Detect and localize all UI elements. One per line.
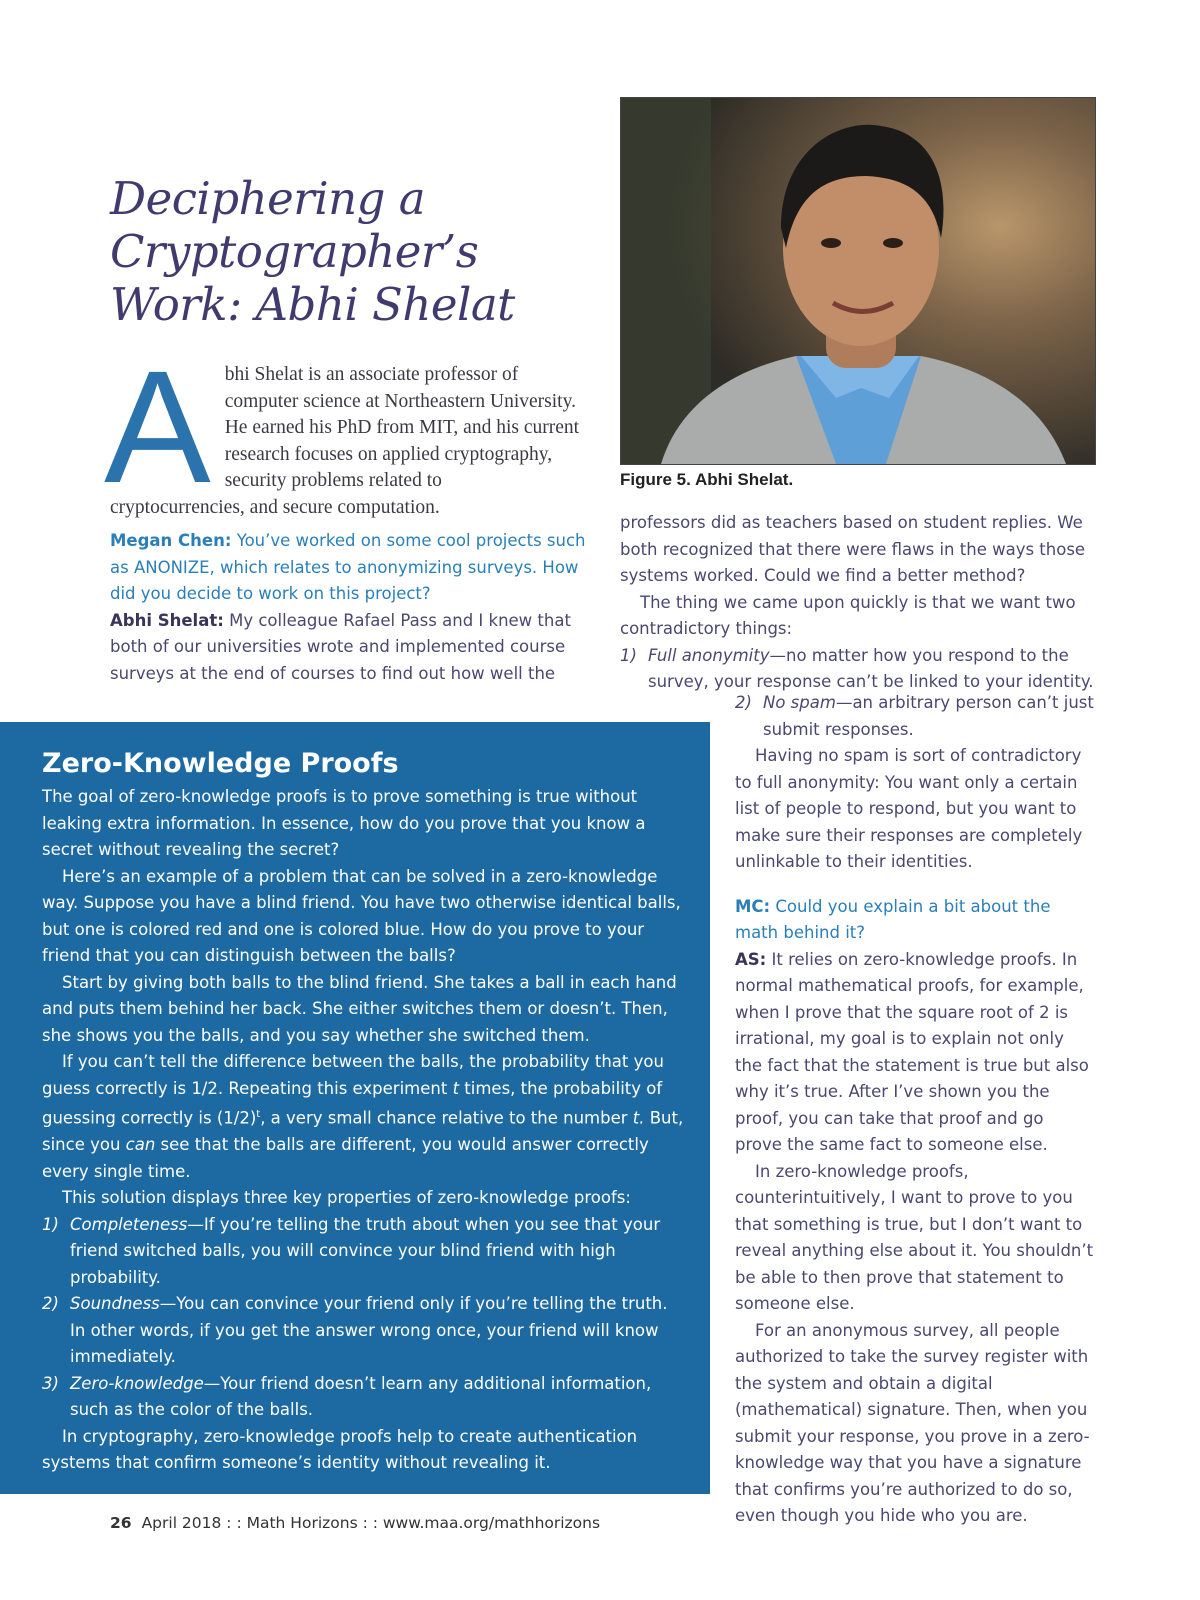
title-line-3: Work: Abhi Shelat	[110, 278, 515, 331]
article-title	[110, 172, 580, 331]
answer-2-text: It relies on zero-knowledge proofs. In normal mathematical proofs, for example, when I prove that the square root of 2 is irrational, my goal is to explain not only the fact that the statement is true but also why it’s true. After I’ve shown you the proof, you can take that proof and go prove the same fact to someone else.	[735, 949, 1089, 1154]
list-item-number: 1)	[42, 1214, 59, 1234]
variable-t: t.	[632, 1108, 645, 1128]
list-item-text: —an arbitrary person can’t just submit responses.	[763, 693, 1094, 739]
answer-1-speaker: Abhi Shelat:	[110, 610, 224, 630]
sidebar-paragraph-5: This solution displays three key properties of zero-knowledge proofs:	[62, 1188, 631, 1207]
interview-right-column	[735, 690, 1095, 1530]
sidebar-heading: Zero-Knowledge Proofs	[42, 748, 399, 779]
title-line-2: Cryptographer’s	[110, 225, 479, 278]
answer-1-paragraph-3: Having no spam is sort of contradictory to full anonymity: You want only a certain list of people to respond, but you want to make sure their responses are completely unlinkable to their identities.	[735, 746, 1083, 871]
variable-t: t	[452, 1078, 460, 1098]
answer-1	[110, 608, 590, 688]
interview-left-column	[110, 528, 590, 687]
exponent-t: t	[256, 1109, 261, 1120]
answer-2-paragraph-2: In zero-knowledge proofs, counterintuitively, I want to prove to you that something is true, but I don’t want to reveal anything else about it. You shouldn’t be able to then prove that statement to someone else.	[735, 1161, 1094, 1313]
sidebar-paragraph-1: The goal of zero-knowledge proofs is to prove something is true without leaking extra information. In essence, how do you prove that you know a secret without revealing the secret?	[42, 787, 646, 859]
answer-1-continued: professors did as teachers based on student replies. We both recognized that there were flaws in the ways those systems worked. Could we find a better method?	[620, 513, 1086, 585]
sidebar-list-item	[42, 1212, 686, 1292]
sidebar-box	[0, 722, 710, 1494]
list-item-text: —Your friend doesn’t learn any additional information, such as the color of the balls.	[70, 1373, 652, 1419]
page-number: 26	[110, 1514, 132, 1532]
sidebar-list-item	[42, 1291, 686, 1371]
text-run: But, since you	[42, 1108, 684, 1154]
intro-paragraph	[104, 337, 580, 521]
figure-caption: Figure 5. Abhi Shelat.	[620, 470, 794, 489]
text-run: times, the probability of guessing correctly is (1/2)	[42, 1078, 663, 1128]
sidebar-list-item	[42, 1371, 686, 1424]
list-item-term: Zero-knowledge	[70, 1373, 204, 1393]
footer-text: April 2018 : : Math Horizons : : www.maa.org/mathhorizons	[141, 1514, 601, 1532]
text-run: , a very small chance relative to the number	[260, 1108, 633, 1128]
list-item-full-anonymity	[620, 643, 1094, 696]
list-item-text: —If you’re telling the truth about when you see that your friend switched balls, you will convince your blind friend with high probability.	[70, 1214, 661, 1287]
question-2-text: Could you explain a bit about the math behind it?	[735, 896, 1051, 942]
question-1-speaker: Megan Chen:	[110, 531, 232, 550]
list-item-term: Full anonymity	[648, 645, 770, 665]
list-item-number: 1)	[620, 645, 637, 665]
list-item-number: 3)	[42, 1373, 59, 1393]
portrait-photo	[620, 97, 1096, 465]
title-line-1: Deciphering a	[110, 172, 426, 225]
answer-1-paragraph-2: The thing we came upon quickly is that we want two contradictory things:	[620, 592, 1076, 638]
list-item-no-spam	[735, 690, 1095, 743]
list-item-term: Completeness	[70, 1214, 188, 1234]
page-footer	[110, 1514, 600, 1532]
sidebar-paragraph-2: Here’s an example of a problem that can be solved in a zero-knowledge way. Suppose you have a blind friend. You have two otherwise identical balls, but one is colored red and one is colored blue. How do you prove to your friend that you can distinguish between the balls?	[42, 866, 681, 965]
drop-cap: A	[104, 337, 211, 516]
list-item-number: 2)	[735, 693, 752, 712]
sidebar-paragraph-3: Start by giving both balls to the blind friend. She takes a ball in each hand and puts them behind her back. She either switches them or doesn’t. Then, she shows you the balls, and you say whether she switched them.	[42, 972, 677, 1045]
answer-2-paragraph-3: For an anonymous survey, all people authorized to take the survey register with the system and obtain a digital (mathematical) signature. Then, when you submit your response, you prove in a zero-knowledge way that you have a signature that confirms you’re authorized to do so, even though you hide who you are.	[735, 1320, 1090, 1525]
list-item-term: No spam	[763, 693, 836, 712]
intro-text: bhi Shelat is an associate professor of computer science at Northeastern University. He earned his PhD from MIT, and his current research focuses on applied cryptography, security problems related to cryptocurrencies, and secure computation.	[110, 364, 580, 518]
list-item-number: 2)	[42, 1294, 59, 1313]
question-2-speaker: MC:	[735, 896, 771, 916]
sidebar-paragraph-4	[42, 1049, 686, 1185]
answer-1-text: My colleague Rafael Pass and I knew that both of our universities wrote and implemented course surveys at the end of courses to find out how well the	[110, 610, 571, 683]
text-run: see that the balls are different, you would answer correctly every single time.	[42, 1135, 649, 1181]
question-1	[110, 528, 590, 608]
sidebar-paragraph-6: In cryptography, zero-knowledge proofs help to create authentication systems that confirm someone’s identity without revealing it.	[42, 1426, 638, 1472]
answer-2-speaker: AS:	[735, 949, 767, 969]
interview-right-top	[620, 510, 1094, 696]
answer-2	[735, 947, 1095, 1159]
list-item-text: —You can convince your friend only if you’re telling the truth. In other words, if you get the answer wrong once, your friend will know immediately.	[70, 1294, 668, 1366]
portrait-illustration	[621, 98, 1095, 464]
list-item-text: —no matter how you respond to the survey, your response can’t be linked to your identity.	[648, 645, 1094, 691]
question-1-text: You’ve worked on some cool projects such as ANONIZE, which relates to anonymizing surveys. How did you decide to work on this project?	[110, 531, 586, 603]
text-run: If you can’t tell the difference between the balls, the probability that you guess correctly is 1/2. Repeating this experiment	[42, 1052, 664, 1098]
emphasis: can	[125, 1135, 156, 1154]
list-item-term: Soundness	[70, 1294, 160, 1313]
question-2	[735, 894, 1095, 947]
